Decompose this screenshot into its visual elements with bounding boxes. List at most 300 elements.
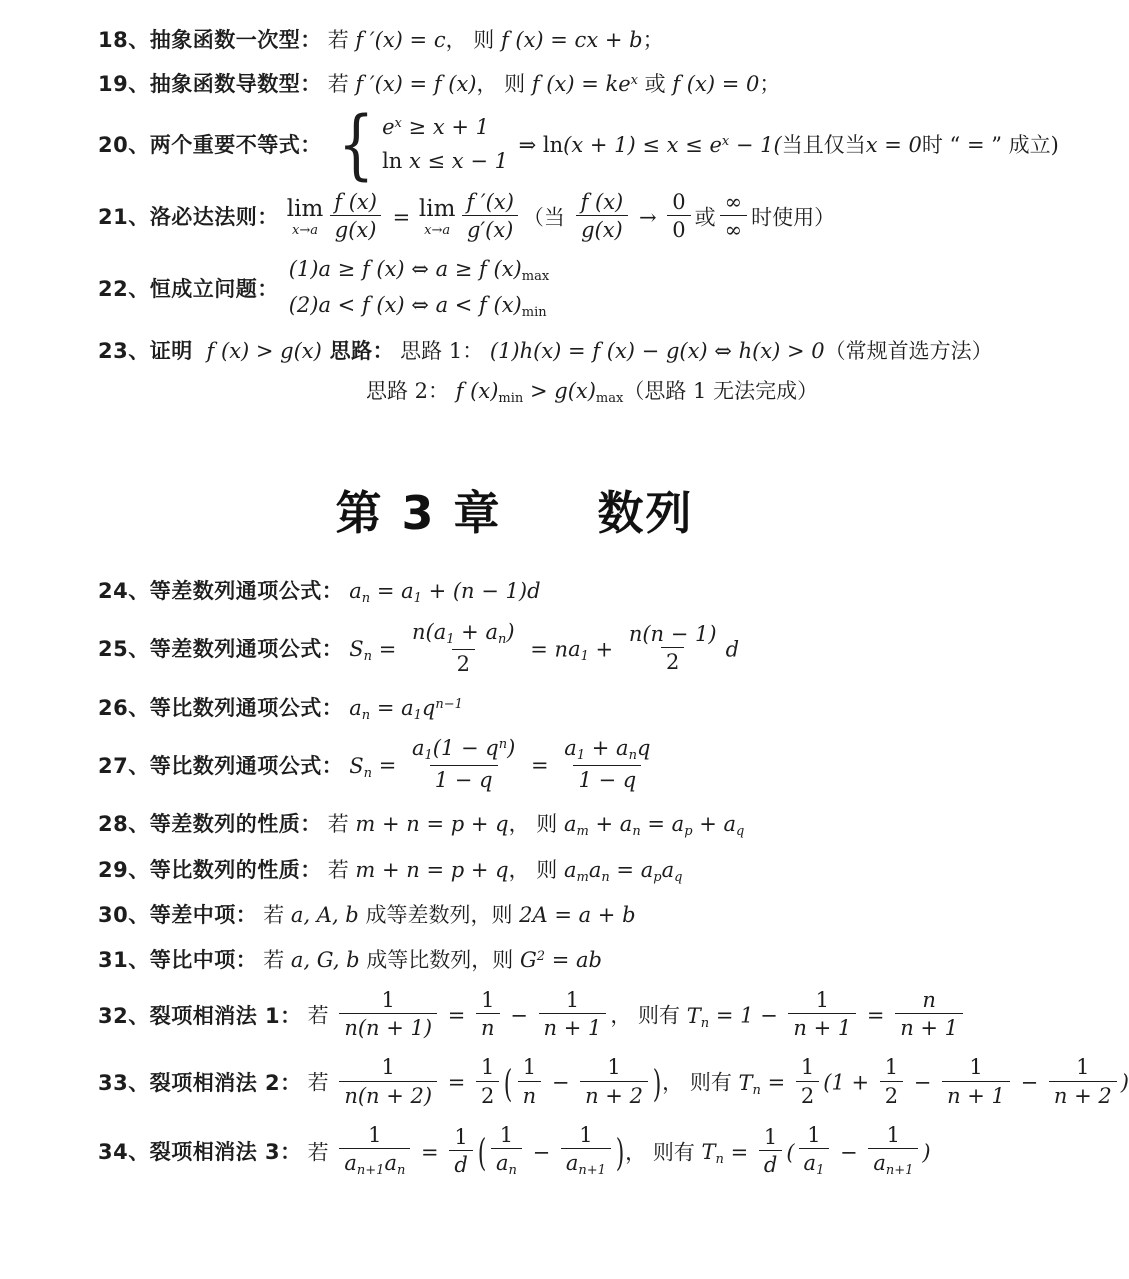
- math-text: −: [1013, 1071, 1045, 1096]
- roman-text: 2: [666, 649, 680, 674]
- math-text: f (x): [580, 189, 624, 214]
- sub-base: a: [873, 1150, 886, 1175]
- sub-expression: [479, 293, 547, 321]
- math-text: ): [506, 619, 515, 644]
- fraction-denominator: [1049, 1081, 1117, 1108]
- roman-text: 1: [579, 1122, 593, 1147]
- math-text: x = 0: [865, 132, 922, 157]
- fraction: [796, 1055, 819, 1107]
- sup-expression: [422, 696, 463, 720]
- cjk-text: ， 则: [508, 857, 564, 882]
- sub-expression: [640, 857, 662, 885]
- cjk-text: ， 则: [445, 28, 501, 52]
- math-text: +: [454, 619, 486, 644]
- formula-row: [98, 694, 1021, 724]
- subscript: 1: [446, 631, 455, 647]
- fraction-denominator: [518, 1081, 542, 1108]
- fraction-numerator: [602, 1055, 625, 1080]
- fraction-denominator: [339, 1081, 437, 1108]
- chapter-heading: 第 3 章 数列: [335, 486, 694, 541]
- cjk-text: 若: [307, 1071, 336, 1096]
- formula-line-31: [98, 946, 1021, 976]
- formula-line-34: [98, 1122, 1021, 1182]
- math-text: m + n = p + q: [355, 857, 509, 882]
- subscript: p: [684, 824, 693, 840]
- sub-base: f (x): [479, 293, 522, 318]
- sub-expression: [671, 812, 693, 840]
- item-label: 27、等比数列通项公式：: [98, 753, 344, 778]
- cases-row: [382, 115, 508, 140]
- fraction-numerator: [882, 1123, 905, 1148]
- item-label: 30、等差中项：: [98, 903, 258, 928]
- subscript: n: [508, 1162, 517, 1178]
- formula-row: [98, 256, 1021, 323]
- sub-expression: [563, 857, 589, 885]
- formula-row: [98, 189, 1021, 245]
- math-text: >: [523, 378, 555, 403]
- formula-row: [98, 856, 1021, 886]
- sub-base: a: [661, 857, 675, 882]
- formula-row: [98, 988, 1021, 1043]
- limit: [419, 198, 456, 237]
- cjk-text: ， 则有: [625, 1140, 702, 1165]
- item-label: 20、两个重要不等式：: [98, 132, 322, 157]
- sub-base: a: [344, 1150, 357, 1175]
- math-text: d: [763, 1152, 778, 1177]
- math-text: n + 1: [793, 1016, 852, 1041]
- math-text: f ′(x) = f (x): [355, 72, 477, 96]
- roman-text: 1: [565, 988, 580, 1013]
- fraction-numerator: [576, 190, 629, 215]
- sup-base: q: [421, 695, 436, 720]
- fraction: [339, 1055, 437, 1107]
- fraction-denominator: [895, 1013, 963, 1040]
- fraction-denominator: [449, 1150, 472, 1177]
- sup-base: q: [485, 736, 499, 761]
- cjk-text: 思路 1：: [400, 338, 490, 363]
- fraction-denominator: [880, 1081, 903, 1108]
- sup-expression: [382, 115, 402, 139]
- math-text: n: [922, 988, 936, 1013]
- math-text: f ′(x) = c: [355, 28, 446, 52]
- sup-expression: [485, 736, 507, 760]
- subscript: 1: [413, 707, 422, 723]
- roman-text: 1: [886, 1122, 901, 1147]
- sub-expression: [554, 378, 624, 406]
- fraction-numerator: [667, 190, 690, 215]
- formula-line-19: [98, 70, 1021, 100]
- roman-text: 1: [815, 988, 830, 1013]
- formula-line-23: [98, 337, 1021, 407]
- cjk-text: 成等差数列，则: [358, 903, 520, 928]
- fraction-numerator: [624, 622, 722, 647]
- math-text: =: [385, 205, 417, 230]
- sub-expression: [588, 857, 610, 885]
- cjk-text: （当: [522, 205, 572, 230]
- math-text: ≥ x + 1: [401, 114, 489, 139]
- fraction-numerator: [377, 1055, 400, 1080]
- math-text: a, G, b: [290, 948, 360, 973]
- roman-text: 1: [381, 988, 395, 1013]
- sub-expression: [565, 1150, 606, 1178]
- cjk-text: ；: [759, 72, 781, 96]
- item-label: 31、等比中项：: [98, 948, 258, 973]
- fraction-numerator: [964, 1055, 987, 1080]
- formula-line-21: [98, 189, 1021, 245]
- math-text: f (x) = cx + b: [500, 28, 643, 52]
- fraction-denominator: [539, 1013, 607, 1040]
- math-text: (1)h(x) = f (x) − g(x) ⇔ h(x) > 0: [489, 338, 825, 363]
- sub-base: a: [619, 812, 633, 837]
- math-text: f ′(x): [466, 189, 514, 214]
- math-text: −: [525, 1140, 557, 1165]
- roman-text: 1: [969, 1055, 983, 1080]
- math-text: − 1(: [729, 132, 782, 157]
- math-text: n + 1: [900, 1016, 959, 1041]
- fraction-numerator: [574, 1123, 597, 1148]
- cjk-text: 若: [327, 72, 356, 96]
- roman-text: 1: [763, 1124, 778, 1149]
- fraction-numerator: [917, 988, 941, 1013]
- sub-expression: [686, 1003, 710, 1031]
- fraction-denominator: [942, 1081, 1010, 1108]
- fraction-numerator: [518, 1055, 541, 1080]
- limit: [287, 198, 324, 237]
- sub-expression: [873, 1150, 914, 1178]
- fraction: [518, 1055, 542, 1107]
- roman-text: 2: [800, 1083, 815, 1108]
- sub-expression: [401, 695, 422, 723]
- subscript: min: [521, 305, 547, 321]
- fraction-numerator: [363, 1123, 386, 1148]
- fraction-numerator: [802, 1123, 825, 1148]
- sub-expression: [616, 736, 637, 764]
- fraction-numerator: [796, 1055, 819, 1080]
- fraction-numerator: [759, 1125, 782, 1150]
- cases-rows: [382, 115, 508, 174]
- roman-text: 1: [454, 1124, 468, 1149]
- sub-base: a: [563, 857, 577, 882]
- subscript: min: [498, 390, 524, 406]
- superscript: 2: [536, 948, 546, 964]
- superscript: x: [630, 72, 638, 88]
- item-label: 28、等差数列的性质：: [98, 812, 322, 837]
- sub-expression: [349, 579, 371, 607]
- math-text: + (n − 1)d: [421, 579, 541, 604]
- math-text: =: [524, 753, 556, 778]
- fraction-numerator: [476, 988, 499, 1013]
- sub-expression: [803, 1150, 825, 1178]
- subscript: n: [361, 707, 371, 723]
- subscript: n: [752, 1082, 761, 1098]
- roman-text: 1: [522, 1055, 537, 1080]
- cases-group: [332, 99, 508, 188]
- formula-line-27: [98, 736, 1021, 795]
- math-text: −: [833, 1140, 865, 1165]
- fraction-denominator: [799, 1148, 830, 1179]
- math-text: n: [522, 1083, 537, 1108]
- math-text: f (x): [334, 189, 377, 214]
- big-paren: ): [615, 1131, 625, 1175]
- sub-base: a: [411, 736, 425, 761]
- math-text: ): [922, 1140, 931, 1165]
- big-paren: ): [652, 1062, 662, 1106]
- subscript: 1: [580, 649, 589, 665]
- subscript: p: [653, 869, 662, 885]
- sub-base: a: [565, 1150, 579, 1175]
- math-text: +: [585, 736, 617, 761]
- subscript: 1: [576, 748, 586, 764]
- math-text: −: [503, 1003, 535, 1028]
- superscript: n: [498, 737, 508, 753]
- sub-expression: [661, 857, 683, 885]
- fraction-denominator: [339, 1013, 437, 1040]
- cjk-text: ， 则有: [662, 1071, 739, 1096]
- formula-line-22: [98, 256, 1021, 323]
- subscript: n: [363, 765, 373, 781]
- fraction: [895, 988, 963, 1040]
- sub-base: S: [349, 637, 364, 662]
- math-text: (1 −: [432, 736, 486, 761]
- subscript: m: [576, 824, 589, 840]
- sub-expression: [401, 579, 422, 607]
- sub-base: T: [701, 1140, 716, 1165]
- formula-row: [98, 26, 1021, 56]
- stacked-row: [289, 257, 549, 285]
- sub-base: g(x): [554, 378, 596, 403]
- math-text: 2A = a + b: [519, 903, 636, 928]
- sub-expression: [723, 812, 745, 840]
- cjk-text: 时 “ = ” 成立): [921, 132, 1059, 157]
- fraction-denominator: [667, 215, 690, 242]
- subscript: n+1: [356, 1162, 385, 1178]
- formula-row: [98, 337, 1021, 367]
- sub-base: a: [671, 812, 685, 837]
- fraction-denominator: [788, 1013, 856, 1040]
- fraction-numerator: [407, 620, 520, 649]
- formula-row: [98, 577, 1021, 607]
- math-text: →: [632, 205, 664, 230]
- item-label: 33、裂项相消法 2：: [98, 1071, 302, 1096]
- formula-row: [98, 1055, 1129, 1110]
- subscript: 1: [413, 591, 422, 607]
- subscript: n: [715, 1152, 724, 1168]
- formula-line-28: [98, 810, 1021, 840]
- math-text: n(n + 2): [344, 1083, 433, 1108]
- item-label: 21、洛必达法则：: [98, 205, 279, 230]
- cjk-text: ；: [642, 28, 664, 52]
- math-text: n + 2: [1053, 1083, 1112, 1108]
- math-text: f (x) = k: [531, 72, 619, 96]
- subscript: n: [700, 1015, 710, 1031]
- subscript: q: [674, 869, 683, 885]
- section-1: [98, 26, 1059, 407]
- math-text: g(x): [334, 217, 377, 242]
- cjk-text: 若: [263, 903, 291, 928]
- math-text: g(x): [581, 217, 623, 242]
- subscript: m: [576, 869, 589, 885]
- math-text: ): [1120, 1071, 1129, 1096]
- sub-expression: [568, 637, 589, 665]
- fraction-denominator: [561, 1148, 611, 1179]
- cjk-text: 思路 2：: [366, 378, 456, 403]
- sub-expression: [349, 695, 371, 723]
- sub-base: a: [564, 736, 577, 761]
- fraction: [624, 622, 722, 674]
- sub-base: T: [686, 1003, 701, 1028]
- formula-line-29: [98, 856, 1021, 886]
- limit-operator: lim: [418, 196, 456, 223]
- item-label: 26、等比数列通项公式：: [98, 695, 344, 720]
- fraction: [339, 1123, 410, 1179]
- fraction-denominator: [573, 765, 641, 792]
- sub-expression: [701, 1140, 724, 1168]
- sub-base: a: [616, 736, 629, 761]
- item-label: 18、抽象函数一次型：: [98, 28, 322, 52]
- fraction-numerator: [720, 190, 748, 215]
- subscript: n+1: [885, 1162, 914, 1178]
- fraction: [449, 1125, 472, 1177]
- sub-expression: [495, 1150, 517, 1178]
- roman-text: 1: [381, 1055, 395, 1080]
- math-text: x ≤ x − 1: [409, 148, 508, 173]
- fraction-denominator: [476, 1013, 500, 1040]
- limit-under: x→a: [292, 223, 318, 239]
- formula-row: [98, 99, 1059, 188]
- subscript: n+1: [578, 1162, 606, 1178]
- fraction-numerator: [377, 988, 400, 1013]
- math-text: =: [441, 1071, 473, 1096]
- fraction-denominator: [661, 647, 684, 674]
- formula-line-24: [98, 577, 1021, 607]
- fraction-denominator: [796, 1081, 819, 1108]
- subscript: max: [595, 390, 624, 406]
- fraction-numerator: [561, 988, 584, 1013]
- roman-text: 1: [807, 1122, 821, 1147]
- sup-base: e: [382, 114, 395, 139]
- sub-expression: [455, 378, 524, 406]
- section-2: [98, 577, 1129, 1181]
- roman-text: 0: [672, 189, 686, 214]
- fraction-numerator: [449, 1125, 472, 1150]
- roman-text: 1: [607, 1055, 621, 1080]
- sub-base: a: [640, 857, 654, 882]
- big-paren: (: [477, 1131, 487, 1175]
- formula-line-30: [98, 901, 1021, 931]
- superscript: x: [721, 133, 730, 149]
- roman-text: 2: [456, 651, 470, 676]
- fraction: [491, 1123, 522, 1179]
- math-text: =: [640, 812, 672, 837]
- roman-text: 1: [884, 1055, 899, 1080]
- sup-expression: [520, 948, 545, 972]
- sub-base: a: [384, 1150, 397, 1175]
- math-text: =: [372, 753, 403, 778]
- cjk-text: 若: [307, 1140, 336, 1165]
- roman-text: 1: [499, 1122, 514, 1147]
- subscript: n: [632, 824, 641, 840]
- roman-text: 1: [368, 1122, 382, 1147]
- formula-row: [98, 901, 1021, 931]
- fraction: [580, 1055, 648, 1107]
- formula-row: [98, 70, 1021, 100]
- math-text: n + 1: [947, 1083, 1005, 1108]
- sub-base: a: [588, 857, 602, 882]
- math-text: =: [760, 1071, 792, 1096]
- fraction: [667, 190, 690, 242]
- math-text: ): [507, 736, 516, 761]
- math-text: f (x) = 0: [672, 72, 760, 96]
- math-text: 1 − q: [578, 768, 637, 793]
- math-text: =: [370, 695, 402, 720]
- formula-line-32: [98, 988, 1021, 1043]
- fraction: [559, 736, 655, 792]
- fraction-denominator: [330, 215, 382, 242]
- limit-operator: lim: [286, 196, 324, 223]
- subscript: n: [363, 649, 373, 665]
- subscript: n: [361, 591, 371, 607]
- fraction: [339, 988, 437, 1040]
- roman-text: 1: [1076, 1055, 1090, 1080]
- roman-text: ⇒ ln: [511, 132, 564, 157]
- sub-base: a: [349, 695, 362, 720]
- roman-text: 1: [481, 1055, 495, 1080]
- sup-base: e: [618, 72, 631, 96]
- fraction-numerator: [495, 1123, 518, 1148]
- sub-expression: [619, 812, 641, 840]
- fraction-numerator: [407, 736, 520, 765]
- roman-text: 1: [800, 1055, 815, 1080]
- cjk-text: 若: [327, 28, 356, 52]
- math-text: n + 1: [543, 1016, 602, 1041]
- roman-text: ∞: [724, 217, 743, 242]
- sub-expression: [564, 736, 586, 764]
- cjk-text: 若: [307, 1003, 336, 1028]
- math-text: −: [907, 1071, 939, 1096]
- fraction: [759, 1125, 782, 1177]
- subscript: 1: [816, 1162, 825, 1178]
- item-label: 29、等比数列的性质：: [98, 857, 322, 882]
- subscript: n: [628, 748, 637, 764]
- math-text: n: [481, 1016, 495, 1041]
- math-text: =: [441, 1003, 473, 1028]
- math-text: (2)a < f (x) ⇔ a <: [288, 293, 480, 318]
- cjk-text: ， 则有: [610, 1003, 687, 1028]
- math-text: d: [725, 637, 740, 662]
- math-text: =: [609, 857, 641, 882]
- fraction-denominator: [720, 215, 748, 242]
- formula-row: [98, 810, 1021, 840]
- fraction: [329, 190, 382, 242]
- superscript: x: [394, 115, 402, 131]
- sub-base: a: [433, 619, 447, 644]
- sub-base: a: [349, 579, 362, 604]
- fraction-denominator: [580, 1081, 648, 1108]
- math-text: =: [372, 637, 403, 662]
- superscript: n−1: [435, 696, 463, 712]
- math-text: (1)a ≥ f (x) ⇔ a ≥: [288, 256, 480, 281]
- math-text: g′(x): [466, 217, 514, 242]
- fraction: [561, 1123, 611, 1179]
- fraction: [799, 1123, 830, 1179]
- fraction: [476, 1055, 499, 1107]
- sup-base: e: [709, 132, 722, 157]
- sub-expression: [344, 1150, 385, 1178]
- math-text: +: [588, 812, 620, 837]
- item-label: 思路：: [321, 338, 395, 363]
- big-paren: (: [504, 1062, 513, 1106]
- fraction-numerator: [1071, 1055, 1094, 1080]
